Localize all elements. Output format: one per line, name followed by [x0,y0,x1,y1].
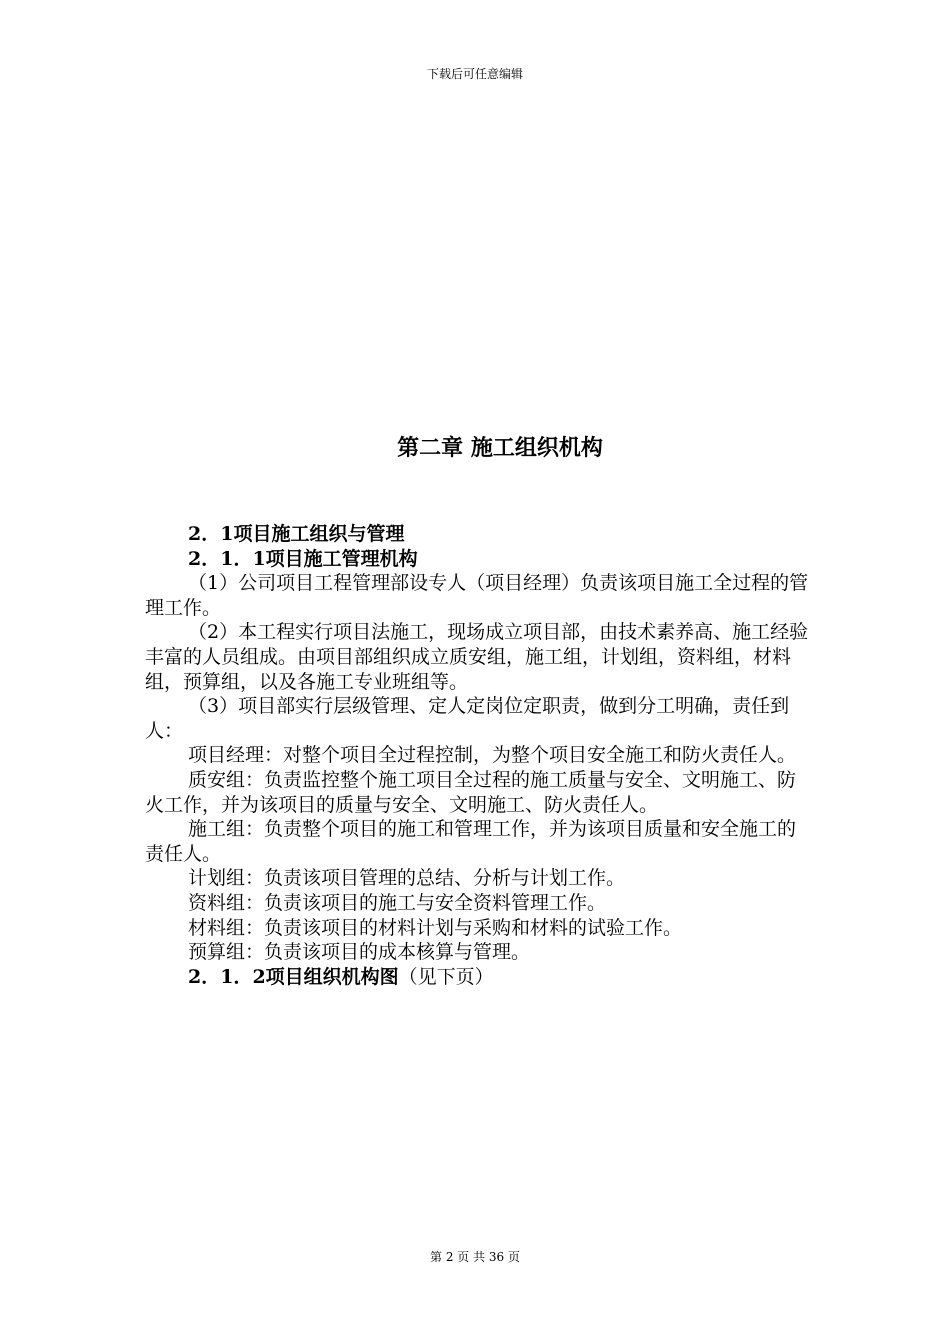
paragraph-3: （3）项目部实行层级管理、定人定岗位定职责，做到分工明确，责任到人： [145,695,790,742]
paragraph-project-manager: 项目经理：对整个项目全过程控制，为整个项目安全施工和防火责任人。 [188,744,797,767]
section-heading-2-1-2 [145,965,810,990]
section-heading-2-1-2-note: （见下页） [398,965,494,988]
paragraph-1: （1）公司项目工程管理部设专人（项目经理）负责该项目施工全过程的管理工作。 [145,572,809,619]
paragraph-materials-group: 材料组：负责该项目的材料计划与采购和材料的试验工作。 [188,916,683,939]
section-heading-2-1: 2．1项目施工组织与管理 [188,523,405,545]
paragraph-budget-group: 预算组：负责该项目的成本核算与管理。 [188,941,531,964]
paragraph-documents-group: 资料组：负责该项目的施工与安全资料管理工作。 [188,891,607,914]
document-body [145,522,810,989]
paragraph-construction-group: 施工组：负责整个项目的施工和管理工作，并为该项目质量和安全施工的责任人。 [145,818,797,865]
section-heading-2-1-1: 2．1．1项目施工管理机构 [188,547,418,570]
chapter-title: 第二章 施工组织机构 [397,435,603,461]
page-header: 下载后可任意编辑 [426,67,523,81]
paragraph-quality-safety-group: 质安组：负责监控整个施工项目全过程的施工质量与安全、文明施工、防火工作，并为该项目的质量与安全、文明施工、防火责任人。 [145,768,797,816]
paragraph-2: （2）本工程实行项目法施工，现场成立项目部，由技术素养高、施工经验丰富的人员组成。由项目部组织成立质安组，施工组，计划组，资料组，材料组，预算组，以及各施工专业班组等。 [145,621,809,693]
page-footer: 第 2 页 共 36 页 [430,1250,520,1264]
paragraph-planning-group: 计划组：负责该项目管理的总结、分析与计划工作。 [188,867,626,890]
section-heading-2-1-2-title: 2．1．2项目组织机构图 [188,965,399,988]
